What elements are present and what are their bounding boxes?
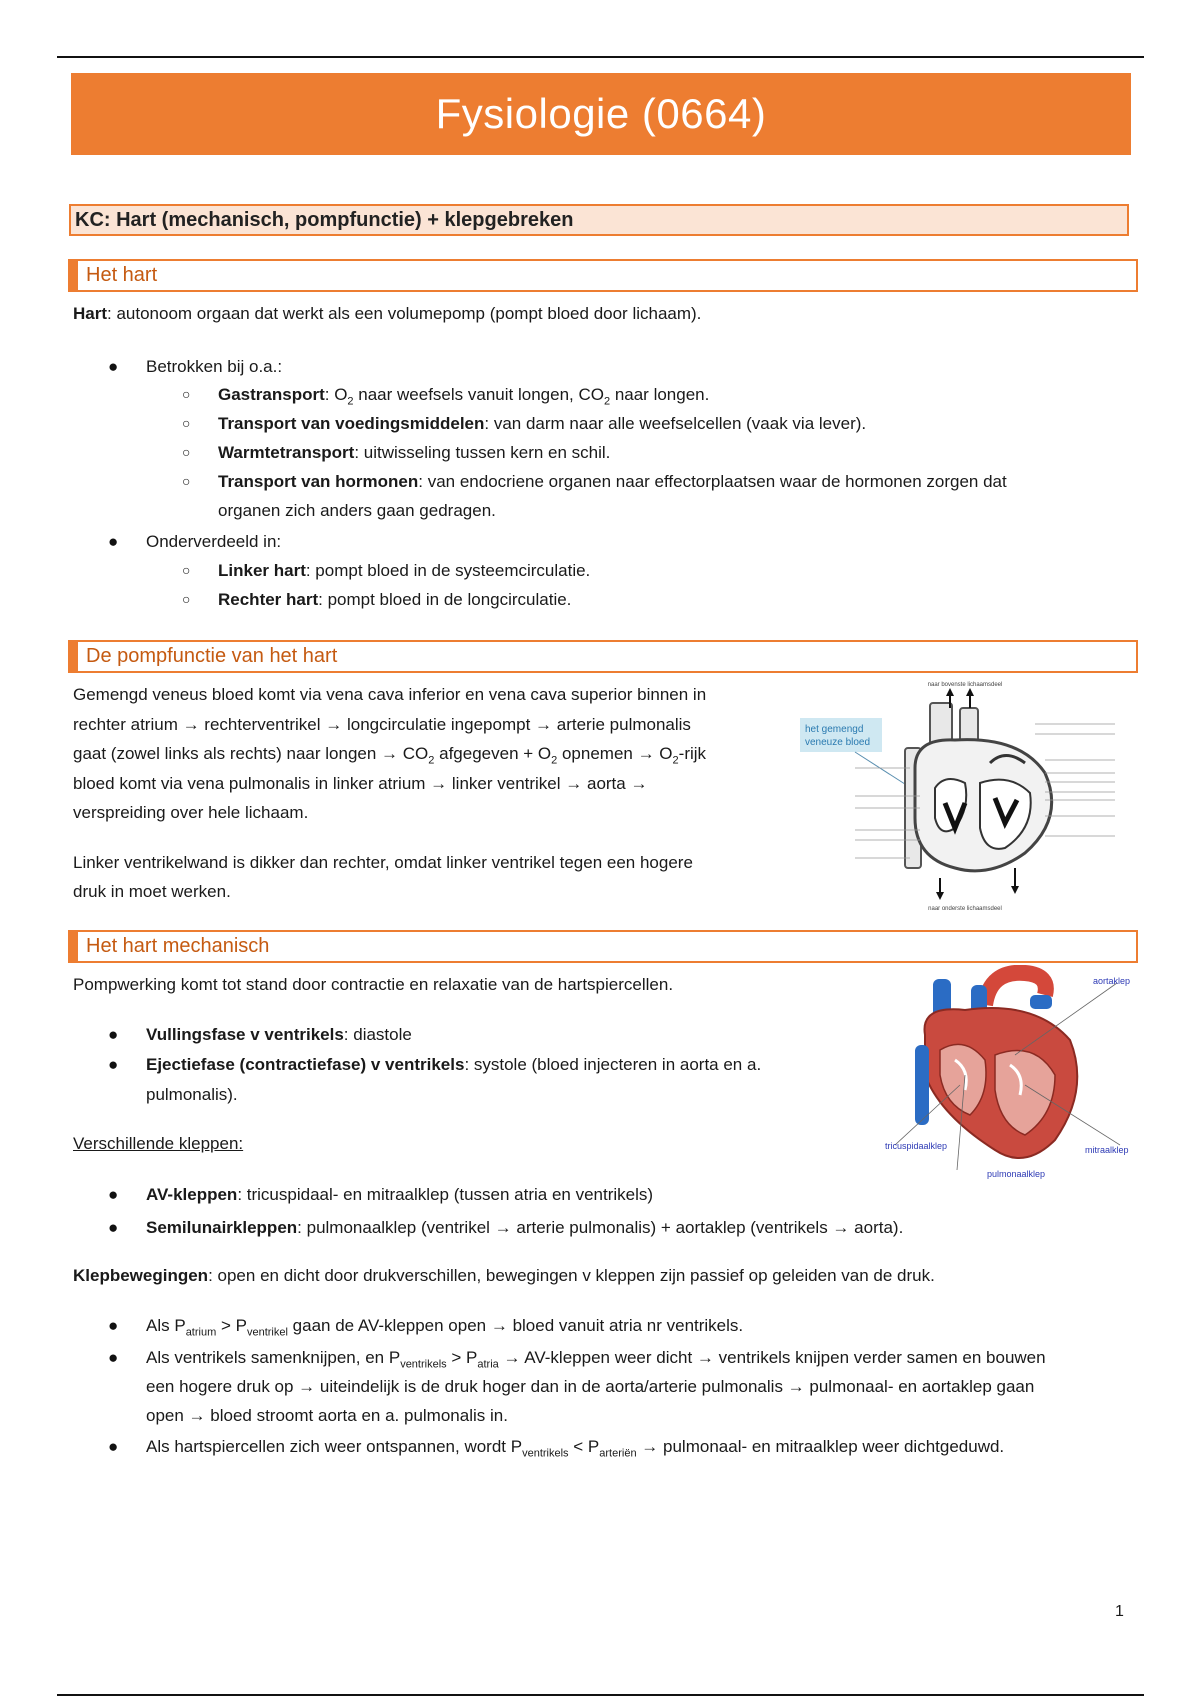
- paragraph-line: bloed komt via vena pulmonalis in linker atrium → linker ventrikel → aorta →: [73, 774, 648, 793]
- svg-text:veneuze bloed: veneuze bloed: [805, 737, 871, 748]
- list-item: Betrokken bij o.a.:: [146, 357, 283, 376]
- circle-bullet-icon: ○: [182, 386, 191, 402]
- list-item: Transport van hormonen: van endocriene organen naar effectorplaatsen waar de hormonen zorgen dat: [218, 472, 1007, 491]
- list-item: AV-kleppen: tricuspidaal- en mitraalklep (tussen atria en ventrikels): [146, 1185, 654, 1204]
- bullet-icon: ●: [108, 1185, 119, 1204]
- circle-bullet-icon: ○: [182, 591, 191, 607]
- circle-bullet-icon: ○: [182, 444, 191, 460]
- bullet-icon: ●: [108, 1348, 119, 1367]
- klepbewegingen-paragraph: Klepbewegingen: open en dicht door drukverschillen, bewegingen v kleppen zijn passief op geleiden van de druk.: [73, 1266, 935, 1285]
- list-item: Ejectiefase (contractiefase) v ventrikels: systole (bloed injecteren in aorta en a.: [146, 1055, 762, 1074]
- kc-heading: KC: Hart (mechanisch, pompfunctie) + klepgebreken: [69, 204, 1129, 236]
- circle-bullet-icon: ○: [182, 562, 191, 578]
- list-item: Rechter hart: pompt bloed in de longcirculatie.: [218, 590, 572, 609]
- list-item: Transport van voedingsmiddelen: van darm naar alle weefselcellen (vaak via lever).: [218, 414, 867, 433]
- list-item: Onderverdeeld in:: [146, 532, 282, 551]
- list-item-continuation: organen zich anders gaan gedragen.: [218, 501, 496, 520]
- section-heading-mechanisch: Het hart mechanisch: [68, 930, 1138, 963]
- heart-anatomy-figure: [885, 965, 1140, 1187]
- figure-label: tricuspidaalklep: [885, 1141, 948, 1151]
- list-item: Als $P_{atrium} > P_{ventrikel}$ gaan de AV-kleppen open → bloed vanuit atria nr ventrikels.: [146, 1316, 744, 1339]
- bullet-icon: ●: [108, 1218, 119, 1237]
- bullet-icon: ●: [108, 1316, 119, 1335]
- document-title: Fysiologie (0664): [71, 73, 1131, 155]
- figure-label: mitraalklep: [1085, 1145, 1129, 1155]
- paragraph-line: Gemengd veneus bloed komt via vena cava inferior en vena cava superior binnen in: [73, 685, 707, 704]
- heart-circulation-figure: [795, 678, 1135, 914]
- circle-bullet-icon: ○: [182, 473, 191, 489]
- list-item-continuation: pulmonalis).: [146, 1085, 238, 1104]
- list-item: Linker hart: pompt bloed in de systeemcirculatie.: [218, 561, 591, 580]
- bottom-rule: [57, 1694, 1144, 1696]
- figure-label: aortaklep: [1093, 976, 1131, 986]
- bullet-icon: ●: [108, 1055, 119, 1074]
- circle-bullet-icon: ○: [182, 415, 191, 431]
- paragraph-line: rechter atrium → rechterventrikel → longcirculatie ingepompt → arterie pulmonalis: [73, 715, 691, 734]
- list-item: Semilunairkleppen: pulmonaalklep (ventrikel → arterie pulmonalis) + aortaklep (ventrikels → aorta).: [146, 1218, 904, 1237]
- paragraph-line: verspreiding over hele lichaam.: [73, 803, 309, 822]
- bullet-icon: ●: [108, 1437, 119, 1456]
- bullet-icon: ●: [108, 532, 119, 551]
- section-heading-het-hart: Het hart: [68, 259, 1138, 292]
- subheading-kleppen: Verschillende kleppen:: [73, 1134, 244, 1153]
- figure-label: pulmonaalklep: [987, 1169, 1046, 1179]
- bullet-icon: ●: [108, 1025, 119, 1044]
- list-item: Vullingsfase v ventrikels: diastole: [146, 1025, 412, 1044]
- paragraph-line: gaat (zowel links als rechts) naar longen → $CO_2$ afgegeven + $O_2$ opnemen → $O_2$-rijk: [73, 744, 707, 767]
- paragraph-line: Linker ventrikelwand is dikker dan rechter, omdat linker ventrikel tegen een hogere: [73, 853, 693, 872]
- section-heading-pompfunctie: De pompfunctie van het hart: [68, 640, 1138, 673]
- paragraph-line: Pompwerking komt tot stand door contractie en relaxatie van de hartspiercellen.: [73, 975, 674, 994]
- bullet-icon: ●: [108, 357, 119, 376]
- list-item-continuation: een hogere druk op → uiteindelijk is de druk hoger dan in de aorta/arterie pulmonalis → pulmonaal- en aortaklep gaan: [146, 1377, 1035, 1396]
- top-rule: [57, 56, 1144, 58]
- paragraph-line: druk in moet werken.: [73, 882, 231, 901]
- list-item: Gastransport: $O_2$ naar weefsels vanuit longen, $CO_2$ naar longen.: [218, 385, 710, 408]
- page-number: 1: [1115, 1603, 1124, 1620]
- figure-label: naar onderste lichaamsdeel: [928, 906, 1002, 912]
- svg-text:het gemengd: het gemengd: [805, 724, 864, 735]
- list-item: Als ventrikels samenknijpen, en $P_{ventrikels} > P_{atria}$ → AV-kleppen weer dicht → ventrikels knijpen verder samen en bouwen: [146, 1348, 1046, 1371]
- list-item: Als hartspiercellen zich weer ontspannen, wordt $P_{ventrikels} < P_{arteriën}$ → pulmonaal- en mitraalklep weer dichtgeduwd.: [146, 1437, 1005, 1460]
- hart-definition: Hart: autonoom orgaan dat werkt als een volumepomp (pompt bloed door lichaam).: [73, 304, 702, 323]
- figure-label: naar bovenste lichaamsdeel: [927, 682, 1003, 688]
- list-item: Warmtetransport: uitwisseling tussen kern en schil.: [218, 443, 611, 462]
- list-item-continuation: open → bloed stroomt aorta en a. pulmonalis in.: [146, 1406, 508, 1425]
